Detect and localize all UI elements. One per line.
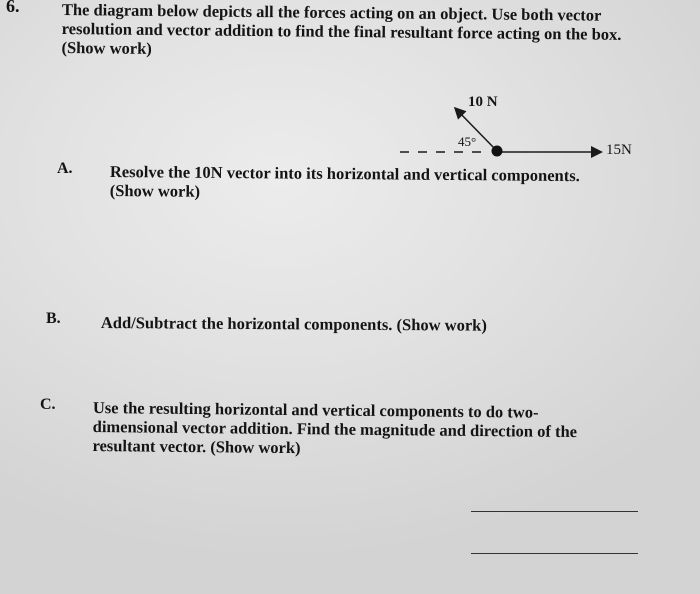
object-dot: [492, 146, 503, 157]
part-b-text: [101, 313, 487, 335]
part-c-line: dimensional vector addition. Find the magnitude and direction of the: [92, 416, 578, 442]
angle-label: 45°: [458, 134, 477, 149]
question-number: 6.: [6, 0, 20, 16]
part-b-letter: B.: [46, 310, 61, 327]
part-a-letter: A.: [57, 160, 73, 177]
part-c-letter: C.: [40, 396, 56, 413]
force-15n-label: 15N: [606, 142, 632, 158]
part-c-line: resultant vector. (Show work): [92, 435, 301, 458]
force-diagram: [390, 90, 670, 170]
part-a-line: (Show work): [109, 180, 201, 201]
force-10n-label: 10 N: [468, 94, 498, 110]
question-intro: [61, 0, 662, 63]
part-c-text: [92, 398, 577, 460]
part-b-line: Add/Subtract the horizontal components. (Show work): [100, 313, 487, 335]
intro-line: The diagram below depicts all the forces acting on an object. Use both vector: [61, 0, 602, 25]
part-c-line: Use the resulting horizontal and vertical components to do two-: [92, 398, 539, 422]
answer-blank-line[interactable]: [471, 553, 638, 554]
part-a-text: [110, 162, 580, 204]
intro-line: (Show work): [61, 37, 152, 58]
intro-line: resolution and vector addition to find the final resultant force acting on the box.: [61, 18, 622, 44]
part-a-line: Resolve the 10N vector into its horizontal and vertical components.: [109, 162, 580, 186]
answer-blank-line[interactable]: [471, 511, 638, 512]
